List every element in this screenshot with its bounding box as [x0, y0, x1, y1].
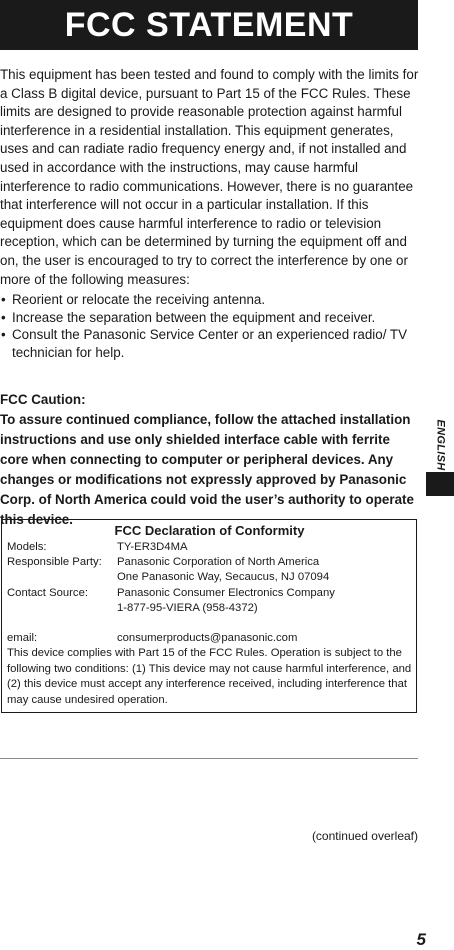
list-item — [0, 309, 420, 327]
contact-source-name: Panasonic Consumer Electronics Company — [117, 586, 335, 599]
list-item-text: Reorient or relocate the receiving antenna. — [12, 292, 266, 308]
list-item — [0, 326, 420, 361]
page-title-banner — [0, 0, 418, 50]
email-row — [7, 631, 412, 646]
compliance-notice: This device complies with Part 15 of the FCC Rules. Operation is subject to the following two conditions: (1) This device may not cause harmful interference, and (2) this device must accept any interference received, including interference that may cause undesired operation. — [7, 647, 412, 706]
statement-paragraph: This equipment has been tested and found to comply with the limits for a Class B digital device, pursuant to Part 15 of the FCC Rules. These limits are designed to provide reasonable protection against harmful interference in a residential installation. This equipment generates, uses and can radiate radio frequency energy and, if not installed and used in accordance with the instructions, may cause harmful interference to radio communications. However, there is no guarantee that interference will not occur in a particular installation. If this equipment does cause harmful interference to radio or television reception, which can be determined by turning the equipment off and on, the user is encouraged to try to correct the interference by one or more of the following measures: — [0, 67, 419, 287]
responsible-party-name: Panasonic Corporation of North America — [117, 556, 320, 569]
declaration-title: FCC Declaration of Conformity — [114, 523, 305, 538]
caution-title: FCC Caution: — [0, 392, 86, 407]
bullet-icon: • — [1, 292, 6, 308]
email-value: consumerproducts@panasonic.com — [117, 632, 298, 645]
models-row — [7, 540, 412, 555]
declaration-of-conformity-box — [1, 519, 417, 713]
list-item-text: Increase the separation between the equipment and receiver. — [12, 309, 376, 325]
list-item — [0, 291, 420, 309]
models-label: Models: — [7, 541, 47, 553]
bullet-icon: • — [1, 309, 6, 325]
page-title: FCC STATEMENT — [64, 5, 354, 44]
responsible-party-label: Responsible Party: — [7, 556, 102, 569]
responsible-party-row — [7, 555, 412, 570]
responsible-party-address-row — [7, 570, 412, 585]
fcc-statement-body — [0, 66, 420, 361]
list-item-text: Consult the Panasonic Service Center or an experienced radio/ TV technician for help. — [12, 327, 407, 360]
contact-phone: 1-877-95-VIERA (958-4372) — [117, 601, 258, 614]
measures-list — [0, 291, 420, 361]
language-tab — [426, 472, 454, 496]
contact-source-label: Contact Source: — [7, 586, 89, 599]
responsible-party-address: One Panasonic Way, Secaucus, NJ 07094 — [117, 571, 330, 584]
language-label — [426, 420, 454, 470]
models-value: TY-ER3D4MA — [117, 541, 188, 553]
page-number: 5 — [416, 930, 426, 949]
caution-text: To assure continued compliance, follow the attached installation instructions and use only shielded interface cable with ferrite core when connecting to computer or peripheral devices. Any changes or modifications not expressly approved by Panasonic Corp. of North America could void the user’s authority to operate this device. — [0, 412, 414, 527]
email-label: email: — [7, 632, 38, 645]
fcc-caution — [0, 390, 420, 530]
continued-note: (continued overleaf) — [311, 829, 418, 843]
divider — [0, 758, 418, 759]
language-label-text: ENGLISH — [434, 419, 446, 471]
bullet-icon: • — [1, 327, 6, 343]
contact-source-row — [7, 586, 412, 601]
contact-phone-row — [7, 601, 412, 616]
